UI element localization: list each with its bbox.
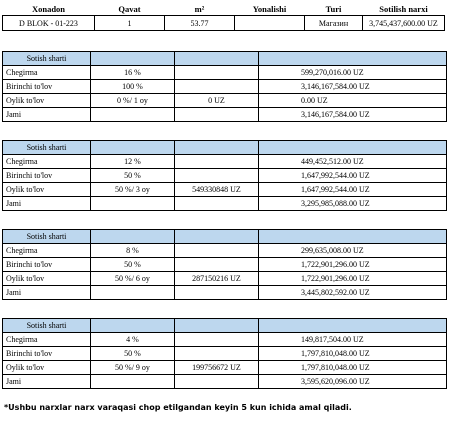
- header-values-row: [3, 16, 445, 31]
- type-value: Магазин: [305, 16, 363, 31]
- row-percent: 4 %: [91, 333, 175, 347]
- row-sum: 1,647,992,544.00 UZ: [259, 183, 447, 197]
- table-row: [3, 347, 447, 361]
- row-sum: 1,797,810,048.00 UZ: [259, 361, 447, 375]
- row-monthly: [175, 169, 259, 183]
- row-percent: [91, 108, 175, 122]
- row-monthly: 0 UZ: [175, 94, 259, 108]
- row-monthly: [175, 197, 259, 211]
- row-label: Chegirma: [3, 66, 91, 80]
- row-sum: 3,295,985,088.00 UZ: [259, 197, 447, 211]
- row-percent: 50 %/ 3 oy: [91, 183, 175, 197]
- table-row: [3, 155, 447, 169]
- table-row: [3, 258, 447, 272]
- row-percent: [91, 286, 175, 300]
- row-monthly: 287150216 UZ: [175, 272, 259, 286]
- row-sum: 3,445,802,592.00 UZ: [259, 286, 447, 300]
- sale-condition-table: [2, 229, 447, 300]
- row-sum: 1,647,992,544.00 UZ: [259, 169, 447, 183]
- condition-title: Sotish sharti: [3, 230, 91, 244]
- col-floor: Qavat: [118, 3, 141, 14]
- condition-title-row: [3, 230, 447, 244]
- col-apartment: Xonadon: [31, 3, 66, 14]
- table-row: [3, 80, 447, 94]
- row-sum: 3,146,167,584.00 UZ: [259, 80, 447, 94]
- row-percent: 100 %: [91, 80, 175, 94]
- table-row: [3, 272, 447, 286]
- row-sum: 3,595,620,096.00 UZ: [259, 375, 447, 389]
- sale-condition-table: [2, 318, 447, 389]
- row-monthly: [175, 155, 259, 169]
- row-sum: 3,146,167,584.00 UZ: [259, 108, 447, 122]
- row-percent: 50 %: [91, 347, 175, 361]
- area-value: 53.77: [165, 16, 235, 31]
- row-label: Chegirma: [3, 155, 91, 169]
- row-label: Birinchi to'lov: [3, 347, 91, 361]
- row-percent: 8 %: [91, 244, 175, 258]
- row-label: Chegirma: [3, 244, 91, 258]
- row-monthly: [175, 333, 259, 347]
- row-label: Oylik to'lov: [3, 361, 91, 375]
- row-percent: [91, 375, 175, 389]
- row-label: Chegirma: [3, 333, 91, 347]
- row-monthly: [175, 347, 259, 361]
- row-sum: 0.00 UZ: [259, 94, 447, 108]
- row-label: Jami: [3, 197, 91, 211]
- condition-title-row: [3, 52, 447, 66]
- sale-condition-table: [2, 51, 447, 122]
- row-label: Oylik to'lov: [3, 94, 91, 108]
- row-percent: 0 %/ 1 oy: [91, 94, 175, 108]
- row-percent: 16 %: [91, 66, 175, 80]
- row-monthly: 549330848 UZ: [175, 183, 259, 197]
- row-percent: 50 %: [91, 258, 175, 272]
- row-percent: 12 %: [91, 155, 175, 169]
- table-row: [3, 197, 447, 211]
- table-row: [3, 375, 447, 389]
- row-sum: 149,817,504.00 UZ: [259, 333, 447, 347]
- condition-title: Sotish sharti: [3, 319, 91, 333]
- row-label: Oylik to'lov: [3, 272, 91, 286]
- header-labels-row: [3, 2, 445, 16]
- col-sale-price: Sotilish narxi: [379, 3, 428, 14]
- table-row: [3, 361, 447, 375]
- row-percent: 50 %/ 9 oy: [91, 361, 175, 375]
- row-label: Birinchi to'lov: [3, 80, 91, 94]
- sale-condition-table: [2, 140, 447, 211]
- table-row: [3, 333, 447, 347]
- row-sum: 299,635,008.00 UZ: [259, 244, 447, 258]
- condition-title-row: [3, 319, 447, 333]
- row-label: Jami: [3, 286, 91, 300]
- table-row: [3, 244, 447, 258]
- row-label: Jami: [3, 108, 91, 122]
- table-row: [3, 66, 447, 80]
- row-label: Jami: [3, 375, 91, 389]
- row-sum: 1,797,810,048.00 UZ: [259, 347, 447, 361]
- col-area: m²: [194, 3, 205, 14]
- row-monthly: [175, 258, 259, 272]
- row-sum: 1,722,901,296.00 UZ: [259, 272, 447, 286]
- row-monthly: 199756672 UZ: [175, 361, 259, 375]
- row-sum: 449,452,512.00 UZ: [259, 155, 447, 169]
- apartment-value: D BLOK - 01-223: [3, 16, 95, 31]
- row-percent: [91, 197, 175, 211]
- condition-title-row: [3, 141, 447, 155]
- row-monthly: [175, 66, 259, 80]
- condition-title: Sotish sharti: [3, 52, 91, 66]
- table-row: [3, 183, 447, 197]
- direction-value: [235, 16, 305, 31]
- row-percent: 50 %/ 6 oy: [91, 272, 175, 286]
- row-monthly: [175, 286, 259, 300]
- floor-value: 1: [95, 16, 165, 31]
- row-label: Birinchi to'lov: [3, 258, 91, 272]
- col-type: Turi: [325, 3, 342, 14]
- table-row: [3, 286, 447, 300]
- row-sum: 599,270,016.00 UZ: [259, 66, 447, 80]
- row-label: Oylik to'lov: [3, 183, 91, 197]
- table-row: [3, 108, 447, 122]
- col-direction: Yonalishi: [252, 3, 287, 14]
- row-label: Birinchi to'lov: [3, 169, 91, 183]
- table-row: [3, 94, 447, 108]
- row-monthly: [175, 244, 259, 258]
- apartment-header-table: [2, 2, 445, 31]
- row-sum: 1,722,901,296.00 UZ: [259, 258, 447, 272]
- row-monthly: [175, 108, 259, 122]
- sale-price-value: 3,745,437,600.00 UZ: [363, 16, 445, 31]
- row-monthly: [175, 375, 259, 389]
- condition-title: Sotish sharti: [3, 141, 91, 155]
- table-row: [3, 169, 447, 183]
- validity-note: *Ushbu narxlar narx varaqasi chop etilgandan keyin 5 kun ichida amal qiladi.: [4, 403, 352, 412]
- row-monthly: [175, 80, 259, 94]
- row-percent: 50 %: [91, 169, 175, 183]
